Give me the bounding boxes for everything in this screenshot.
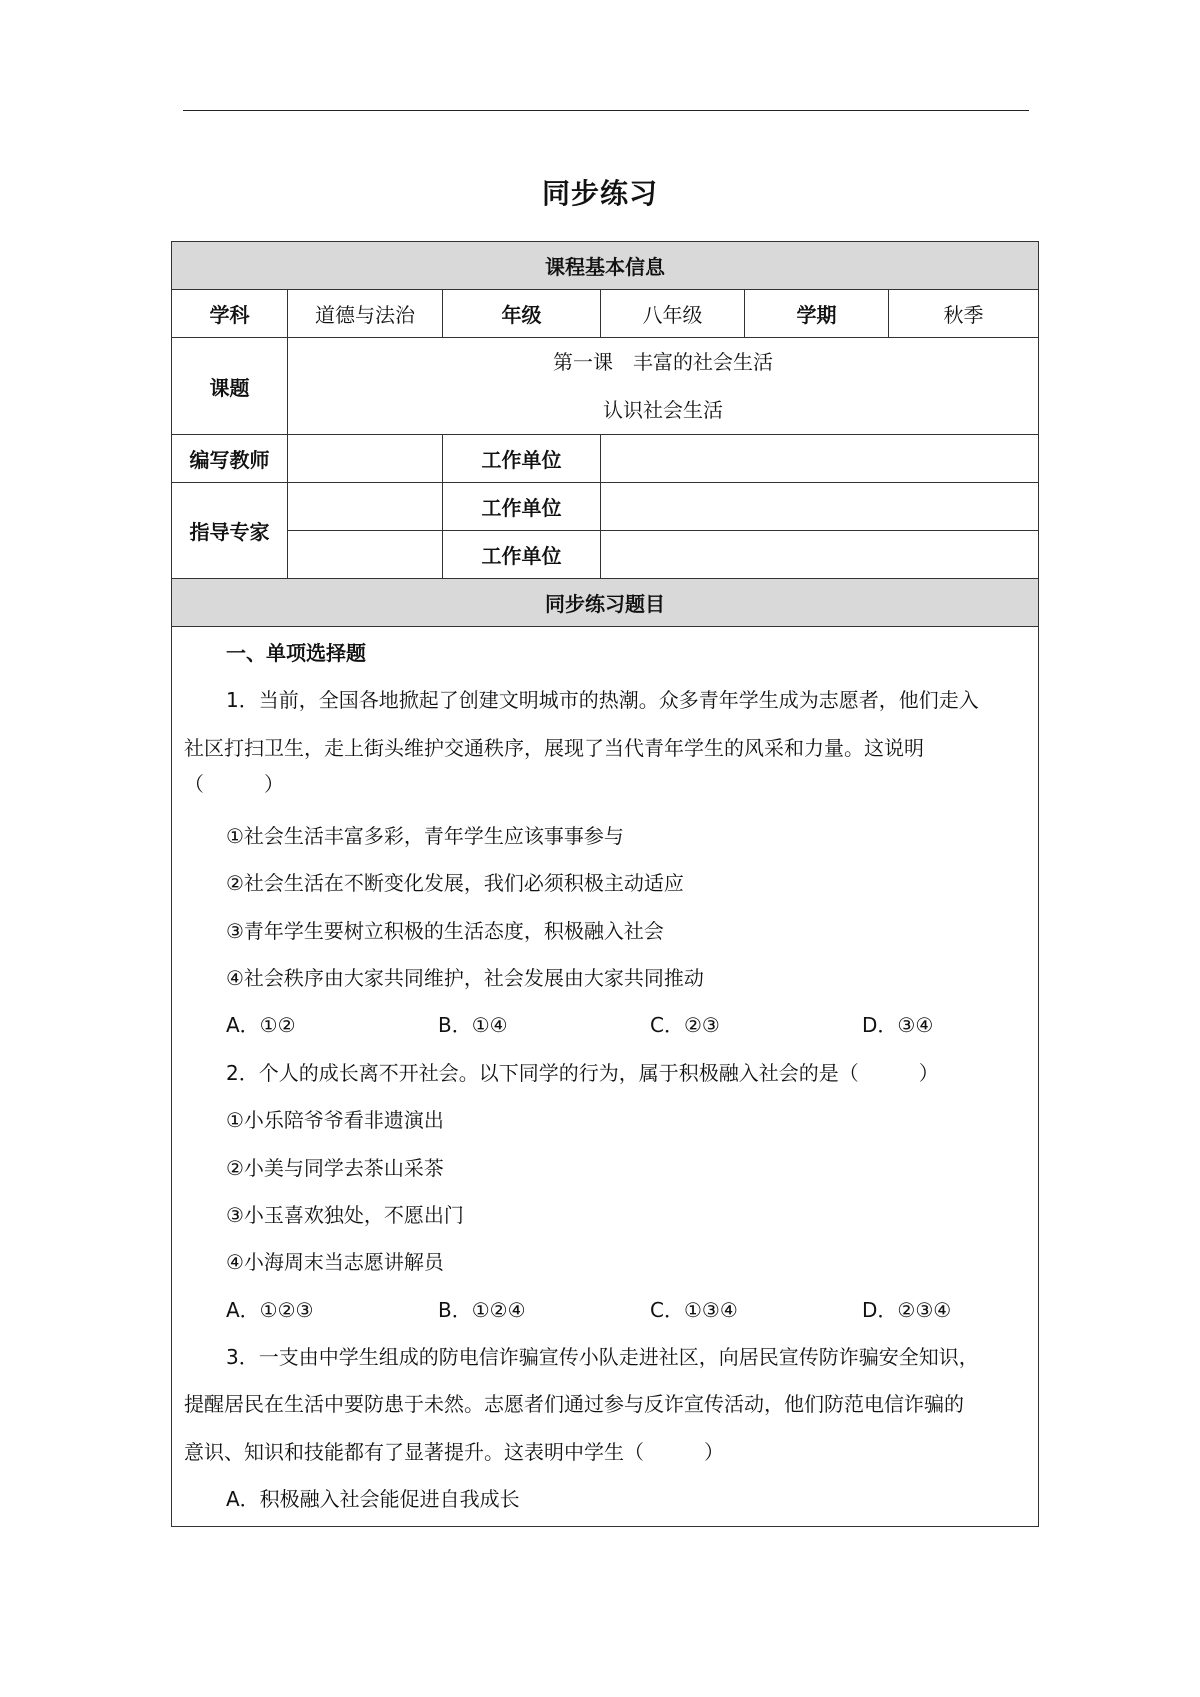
q1-option-a: A．①② bbox=[226, 1013, 296, 1037]
q3-option-a: A．积极融入社会能促进自我成长 bbox=[226, 1487, 520, 1511]
teacher-unit-value bbox=[601, 435, 1039, 483]
expert-value-2 bbox=[288, 531, 443, 579]
course-table bbox=[171, 241, 1039, 1527]
q2-option-c: C．①③④ bbox=[650, 1298, 738, 1322]
grade-label: 年级 bbox=[443, 290, 601, 338]
q1-line-1: 1．当前，全国各地掀起了创建文明城市的热潮。众多青年学生成为志愿者，他们走入 bbox=[226, 688, 979, 712]
q2-option-a: A．①②③ bbox=[226, 1298, 314, 1322]
subject-value: 道德与法治 bbox=[288, 290, 443, 338]
expert-unit-label-1: 工作单位 bbox=[443, 483, 601, 531]
exercise-header: 同步练习题目 bbox=[172, 579, 1039, 627]
exercise-body bbox=[172, 627, 1039, 1527]
q1-line-2: 社区打扫卫生，走上街头维护交通秩序，展现了当代青年学生的风采和力量。这说明 bbox=[184, 736, 924, 760]
expert-unit-value-1 bbox=[601, 483, 1039, 531]
q1-item-3: ③青年学生要树立积极的生活态度，积极融入社会 bbox=[226, 919, 664, 943]
q1-item-2: ②社会生活在不断变化发展，我们必须积极主动适应 bbox=[226, 871, 684, 895]
q1-item-4: ④社会秩序由大家共同维护，社会发展由大家共同推动 bbox=[226, 966, 704, 990]
part-heading: 一、单项选择题 bbox=[226, 641, 366, 665]
teacher-label: 编写教师 bbox=[172, 435, 288, 483]
expert-unit-label-2: 工作单位 bbox=[443, 531, 601, 579]
q3-line-1: 3．一支由中学生组成的防电信诈骗宣传小队走进社区，向居民宣传防诈骗安全知识， bbox=[226, 1345, 979, 1369]
term-value: 秋季 bbox=[889, 290, 1039, 338]
q2-option-b: B．①②④ bbox=[438, 1298, 526, 1322]
course-info-header: 课程基本信息 bbox=[172, 242, 1039, 290]
expert-label: 指导专家 bbox=[172, 483, 288, 579]
q3-line-3: 意识、知识和技能都有了显著提升。这表明中学生（ ） bbox=[184, 1440, 724, 1464]
q2-item-2: ②小美与同学去茶山采茶 bbox=[226, 1156, 444, 1180]
q2-line-1: 2．个人的成长离不开社会。以下同学的行为，属于积极融入社会的是（ ） bbox=[226, 1061, 939, 1085]
header-rule bbox=[183, 110, 1029, 111]
q1-option-c: C．②③ bbox=[650, 1013, 720, 1037]
subject-label: 学科 bbox=[172, 290, 288, 338]
q1-option-d: D．③④ bbox=[862, 1013, 934, 1037]
expert-value-1 bbox=[288, 483, 443, 531]
expert-unit-value-2 bbox=[601, 531, 1039, 579]
topic-value bbox=[288, 338, 1039, 435]
q2-item-3: ③小玉喜欢独处，不愿出门 bbox=[226, 1203, 464, 1227]
q2-item-4: ④小海周末当志愿讲解员 bbox=[226, 1250, 444, 1274]
term-label: 学期 bbox=[745, 290, 889, 338]
q2-item-1: ①小乐陪爷爷看非遗演出 bbox=[226, 1108, 444, 1132]
q1-line-3: （ ） bbox=[184, 772, 284, 796]
teacher-value bbox=[288, 435, 443, 483]
grade-value: 八年级 bbox=[601, 290, 745, 338]
topic-label: 课题 bbox=[172, 338, 288, 435]
q2-option-d: D．②③④ bbox=[862, 1298, 952, 1322]
topic-line-1: 第一课 丰富的社会生活 bbox=[553, 350, 774, 374]
q1-item-1: ①社会生活丰富多彩，青年学生应该事事参与 bbox=[226, 824, 624, 848]
q1-option-b: B．①④ bbox=[438, 1013, 508, 1037]
page-title: 同步练习 bbox=[541, 177, 658, 210]
q3-line-2: 提醒居民在生活中要防患于未然。志愿者们通过参与反诈宣传活动，他们防范电信诈骗的 bbox=[184, 1392, 964, 1416]
teacher-unit-label: 工作单位 bbox=[443, 435, 601, 483]
topic-line-2: 认识社会生活 bbox=[603, 398, 724, 422]
